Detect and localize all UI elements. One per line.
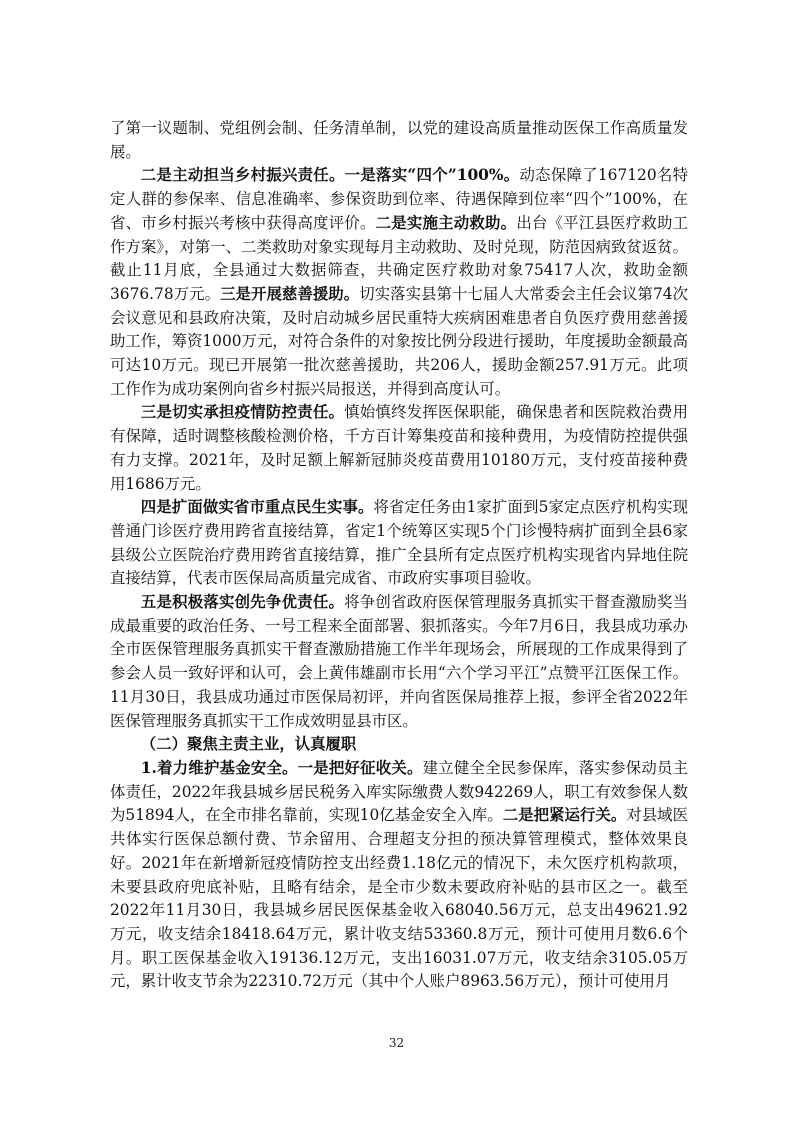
paragraph — [110, 117, 688, 164]
paragraph — [110, 401, 688, 496]
bold-heading-run: 二是实施主动救助。 — [375, 213, 517, 232]
page-number: 32 — [388, 1036, 405, 1050]
text-run: 建立健全全民参保库，落实参保动员主体责任，2022年我县城乡居民税务入库实际缴费人数942269人，职工有效参保人数为51894人，在全市排名靠前，实现10亿基金安全入库。 — [110, 758, 688, 825]
text-run: 动态保障了167120名特定人群的参保率、信息准确率、参保资助到位率、待遇保障到位率“四个”100%，在省、市乡村振兴考核中获得高度评价。 — [110, 166, 688, 232]
bold-heading-run: 二是主动担当乡村振兴责任。一是落实“四个”100%。 — [140, 166, 520, 185]
bold-heading-run: （二）聚焦主责主业，认真履职 — [140, 735, 357, 754]
bold-heading-run: 五是积极落实创先争优责任。 — [140, 593, 345, 612]
text-run: 对县域医共体实行医保总额付费、节余留用、合理超支分担的预决算管理模式，整体效果良好。2021年在新增新冠疫情防控支出经费1.18亿元的情况下，未欠医疗机构款项，未要县政府兜底补贴，且略有结余，是全市少数未要政府补贴的县市区之一。截至2022年11月30日，我县城乡居民医保基金收入68040.56万元，总支出49621.92万元，收支结余18418.64万元，累计收支结53360.8万元，预计可使用月数6.6个月。职工医保基金收入19136.12万元，支出16031.07万元，收支结余3105.05万元，累计收支节余为22310.72万元（其中个人账户8963.56万元），预计可使用月 — [110, 806, 688, 991]
text-run: 将争创省政府医保管理服务真抓实干督查激励奖当成最重要的政治任务、一号工程来全面部署、狠抓落实。今年7月6日，我县成功承办全市医保管理服务真抓实干督查激励措施工作半年现场会，所展现的工作成果得到了参会人员一致好评和认可，会上黄伟雄副市长用“六个学习平江”点赞平江医保工作。11月30日，我县成功通过市医保局初评，并向省医保局推荐上报，参评全省2022年医保管理服务真抓实干工作成效明显县市区。 — [110, 593, 688, 730]
body-text — [110, 117, 688, 994]
paragraph — [110, 164, 688, 401]
bold-heading-run: 四是扩面做实省市重点民生实事。 — [140, 498, 374, 517]
text-run: 出台《平江县医疗救助工作方案》，对第一、二类救助对象实现每月主动救助、及时兑现，防范因病致贫返贫。截止11月底，全县通过大数据筛查，共确定医疗救助对象75417人次，救助金额3676.78万元。 — [110, 213, 688, 303]
text-run: 将省定任务由1家扩面到5家定点医疗机构实现普通门诊医疗费用跨省直接结算，省定1个统筹区实现5个门诊慢特病扩面到全县6家县级公立医院治疗费用跨省直接结算，推广全县所有定点医疗机构实现省内异地住院直接结算，代表市医保局高质量完成省、市政府实事项目验收。 — [110, 498, 688, 588]
paragraph — [110, 496, 688, 591]
paragraph — [110, 733, 688, 757]
bold-heading-run: 三是切实承担疫情防控责任。 — [140, 403, 345, 422]
bold-heading-run: 二是把紧运行关。 — [502, 806, 627, 825]
paragraph — [110, 757, 688, 994]
bold-heading-run: 三是开展慈善援助。 — [220, 284, 360, 303]
text-run: 慎始慎终发挥医保职能，确保患者和医院救治费用有保障，适时调整核酸检测价格，千方百计筹集疫苗和接种费用，为疫情防控提供强有力支撑。2021年，及时足额上解新冠肺炎疫苗费用10180万元，支付疫苗接种费用1686万元。 — [110, 403, 688, 493]
paragraph — [110, 591, 688, 733]
bold-heading-run: 1.着力维护基金安全。一是把好征收关。 — [140, 758, 423, 777]
text-run: 切实落实县第十七届人大常委会主任会议第74次会议意见和县政府决策，及时启动城乡居民重特大疾病困难患者自负医疗费用慈善援助工作，筹资1000万元，对符合条件的对象按比例分段进行援助，年度援助金额最高可达10万元。现已开展第一批次慈善援助，共206人，援助金额257.91万元。此项工作作为成功案例向省乡村振兴局报送，并得到高度认可。 — [110, 284, 688, 398]
text-run: 了第一议题制、党组例会制、任务清单制，以党的建设高质量推动医保工作高质量发展。 — [110, 119, 688, 161]
